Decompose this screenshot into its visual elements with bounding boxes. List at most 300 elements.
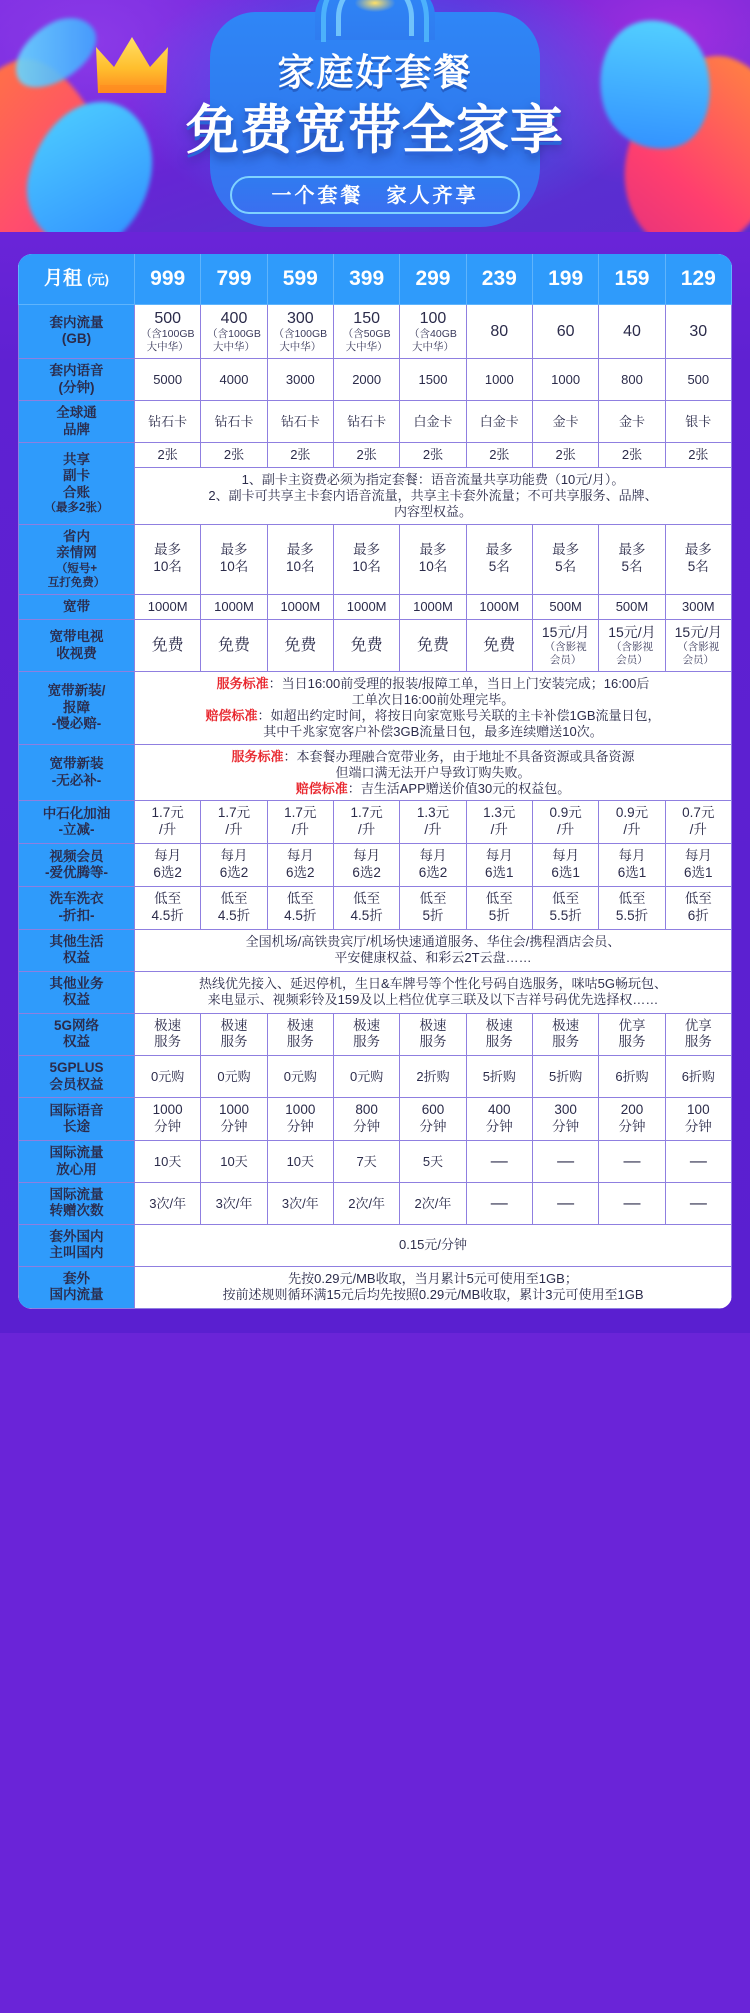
cell-r0-c3 — [333, 304, 399, 359]
hero-banner — [0, 0, 750, 232]
header-price-999: 999 — [135, 254, 201, 304]
cell-r16-c6 — [532, 1098, 598, 1141]
cell-line: 分钟 — [419, 1119, 447, 1135]
cell-r18-c5 — [466, 1182, 532, 1224]
header-price-239: 239 — [466, 254, 532, 304]
cell-r1-c8: 500 — [665, 359, 731, 401]
row-label-17 — [19, 1141, 135, 1183]
cell-r4-c5 — [466, 524, 532, 594]
row-label-2 — [19, 401, 135, 443]
note-line: 来电显示、视频彩铃及159及以上档位优享三联及以下吉祥号码优先选择权…… — [207, 992, 659, 1008]
header-label-text: 月租 (元) — [44, 268, 109, 290]
cell-dash: — — [623, 1193, 641, 1213]
row-label-line: -立减- — [58, 822, 95, 838]
plan-table-body — [19, 254, 732, 1308]
table-row — [19, 401, 732, 443]
cell-value: 免费 — [217, 637, 250, 655]
note-line: 工单次日16:00前处理完毕。 — [351, 692, 515, 708]
cell-r0-c0 — [135, 304, 201, 359]
cell-line: 极速 — [220, 1017, 248, 1033]
cell-r14-c4 — [400, 1013, 466, 1056]
cell-r0-c5 — [466, 304, 532, 359]
cell-value: 15元/月 — [674, 624, 723, 641]
note-line: 平安健康权益、和彩云2T云盘…… — [334, 950, 532, 966]
cell-line: 低至 — [353, 890, 381, 906]
cell-r15-c8: 6折购 — [665, 1056, 731, 1098]
cell-line: 6选2 — [219, 865, 249, 881]
table-row — [19, 1056, 732, 1098]
hero-subtitle: 免费宽带全家享 — [186, 101, 564, 160]
cell-dash: — — [689, 1151, 707, 1171]
cell-r18-c2: 3次/年 — [267, 1182, 333, 1224]
cell-r3-c0: 2张 — [135, 443, 201, 468]
cell-sub: 会员） — [549, 654, 582, 667]
row-label-line: 中石化加油 — [42, 805, 111, 821]
cell-r18-c7 — [599, 1182, 665, 1224]
cell-r4-c4 — [400, 524, 466, 594]
row-label-line: 放心用 — [56, 1161, 97, 1177]
row-label-16 — [19, 1098, 135, 1141]
cell-r17-c5 — [466, 1141, 532, 1183]
cell-r14-c0 — [135, 1013, 201, 1056]
cell-r16-c4 — [400, 1098, 466, 1141]
cell-r4-c0 — [135, 524, 201, 594]
cell-line: 分钟 — [154, 1119, 182, 1135]
cell-line: /升 — [689, 822, 707, 838]
cell-sub: 大中华） — [212, 341, 255, 354]
note-cell-r13 — [135, 971, 732, 1013]
row-label-1 — [19, 359, 135, 401]
row-label-line: 长途 — [63, 1119, 90, 1135]
header-price-159: 159 — [599, 254, 665, 304]
row-label-line: -折扣- — [58, 907, 95, 923]
cell-value: 80 — [490, 322, 509, 340]
cell-value: 30 — [689, 322, 708, 340]
cell-line: 600 — [421, 1102, 445, 1118]
cell-line: 最多 — [419, 542, 447, 558]
note-cell-r7 — [135, 672, 732, 744]
cell-dash: — — [623, 1151, 641, 1171]
cell-line: 最多 — [552, 542, 580, 558]
cell-r15-c7: 6折购 — [599, 1056, 665, 1098]
cell-line: 4.5折 — [217, 907, 251, 923]
cell-line: 6折 — [687, 907, 709, 923]
note-line: 1、副卡主资费必须为指定套餐：语音流量共享功能费（10元/月）。 — [241, 472, 625, 488]
cell-r3-c4: 2张 — [400, 443, 466, 468]
cell-line: 优享 — [684, 1017, 712, 1033]
row-label-6 — [19, 620, 135, 672]
cell-line: 100 — [687, 1102, 710, 1118]
cell-value: 60 — [556, 322, 575, 340]
row-label-line: 权益 — [63, 950, 90, 966]
cell-r4-c7 — [599, 524, 665, 594]
row-label-10 — [19, 844, 135, 887]
cell-line: 1.7元 — [350, 805, 383, 821]
cell-r10-c8 — [665, 844, 731, 887]
cell-line: 每月 — [485, 848, 513, 864]
cell-r4-c3 — [333, 524, 399, 594]
header-price-799: 799 — [201, 254, 267, 304]
cell-line: 每月 — [353, 848, 381, 864]
cell-line: 最多 — [684, 542, 712, 558]
hero-title: 家庭好套餐 — [277, 52, 473, 93]
cell-r5-c1: 1000M — [201, 594, 267, 619]
cell-line: 300 — [554, 1102, 577, 1118]
cell-r4-c6 — [532, 524, 598, 594]
table-row — [19, 844, 732, 887]
cell-sub: （含100GB — [273, 328, 328, 341]
cell-r14-c7 — [599, 1013, 665, 1056]
header-price-599: 599 — [267, 254, 333, 304]
cell-r15-c2: 0元购 — [267, 1056, 333, 1098]
note-emphasis: 服务标准 — [216, 676, 269, 692]
row-label-14 — [19, 1013, 135, 1056]
cell-r18-c8 — [665, 1182, 731, 1224]
row-label-11 — [19, 886, 135, 929]
cell-line: /升 — [291, 822, 309, 838]
cell-value: 400 — [220, 309, 248, 327]
cell-r3-c8: 2张 — [665, 443, 731, 468]
cell-r16-c7 — [599, 1098, 665, 1141]
cell-r0-c4 — [400, 304, 466, 359]
cell-r6-c8 — [665, 620, 731, 672]
row-label-7 — [19, 672, 135, 744]
cell-r17-c3: 7天 — [333, 1141, 399, 1183]
cell-line: 4.5折 — [350, 907, 383, 923]
cell-line: /升 — [225, 822, 243, 838]
row-label-line: 套内语音 — [49, 363, 104, 379]
cell-line: 极速 — [485, 1017, 513, 1033]
cell-value: 免费 — [416, 637, 449, 655]
cell-value: 免费 — [350, 637, 383, 655]
row-label-18 — [19, 1182, 135, 1224]
cell-line: 最多 — [353, 542, 381, 558]
cell-r1-c5: 1000 — [466, 359, 532, 401]
cell-sub: 大中华） — [411, 341, 454, 354]
row-label-line: 套内流量 — [49, 315, 104, 331]
cell-r2-c7: 金卡 — [599, 401, 665, 443]
cell-value: 100 — [419, 309, 447, 327]
note-line: 全国机场/高铁贵宾厅/机场快速通道服务、华住会/携程酒店会员、 — [245, 934, 621, 950]
cell-line: 极速 — [419, 1017, 447, 1033]
decor-glow — [355, 0, 395, 12]
cell-r15-c0: 0元购 — [135, 1056, 201, 1098]
row-label-line: 国内流量 — [49, 1287, 104, 1303]
table-header-row — [19, 254, 732, 304]
row-label-12 — [19, 929, 135, 971]
cell-line: 5名 — [687, 559, 709, 575]
header-label-monthly-fee — [19, 254, 135, 304]
cell-value: 40 — [623, 322, 641, 340]
cell-r11-c0 — [135, 886, 201, 929]
cell-r14-c8 — [665, 1013, 731, 1056]
cell-line: 6选2 — [286, 865, 315, 881]
table-row — [19, 1224, 732, 1266]
cell-r6-c3 — [333, 620, 399, 672]
cell-line: 服务 — [220, 1034, 248, 1050]
cell-r17-c0: 10天 — [135, 1141, 201, 1183]
cell-line: 分钟 — [286, 1119, 314, 1135]
cell-r0-c7 — [599, 304, 665, 359]
cell-r10-c7 — [599, 844, 665, 887]
cell-r9-c5 — [466, 801, 532, 844]
note-emphasis: 服务标准 — [231, 748, 284, 764]
note-cell-r20 — [135, 1266, 732, 1308]
table-row — [19, 1013, 732, 1056]
cell-line: 6选1 — [684, 865, 713, 881]
cell-sub: （含50GB — [342, 328, 391, 341]
cell-line: 6选1 — [617, 865, 647, 881]
cell-sub: 会员） — [682, 654, 715, 667]
cell-line: 低至 — [154, 890, 182, 906]
row-label-note: （短号+ — [55, 562, 98, 575]
cell-sub: 大中华） — [345, 341, 388, 354]
cell-r9-c6 — [532, 801, 598, 844]
row-label-line: 副卡 — [63, 468, 90, 484]
cell-line: 低至 — [618, 890, 646, 906]
cell-r11-c8 — [665, 886, 731, 929]
row-label-line: -慢必赔- — [51, 716, 102, 732]
row-label-line: 国际流量 — [49, 1145, 104, 1161]
cell-line: 分钟 — [220, 1119, 248, 1135]
cell-r5-c5: 1000M — [466, 594, 532, 619]
table-row — [19, 1141, 732, 1183]
cell-line: 800 — [355, 1102, 378, 1118]
cell-value: 免费 — [483, 637, 516, 655]
table-row — [19, 929, 732, 971]
cell-line: 低至 — [286, 890, 314, 906]
cell-r5-c0: 1000M — [135, 594, 201, 619]
cell-sub: （含影视 — [610, 641, 653, 654]
cell-r10-c0 — [135, 844, 201, 887]
cell-r6-c4 — [400, 620, 466, 672]
header-price-199: 199 — [532, 254, 598, 304]
cell-r14-c5 — [466, 1013, 532, 1056]
cell-line: 每月 — [684, 848, 712, 864]
cell-r11-c7 — [599, 886, 665, 929]
cell-line: 每月 — [154, 848, 182, 864]
cell-r9-c1 — [201, 801, 267, 844]
row-label-line: 会员权益 — [49, 1076, 104, 1092]
cell-r6-c6 — [532, 620, 598, 672]
cell-r18-c3: 2次/年 — [333, 1182, 399, 1224]
cell-line: 低至 — [552, 890, 580, 906]
cell-dash: — — [557, 1193, 575, 1213]
note-line: 2、副卡可共享主卡套内语音流量，共享主卡套外流量；不可共享服务、品牌、 — [208, 487, 658, 503]
cell-line: 1.7元 — [284, 805, 317, 821]
cell-r14-c1 — [201, 1013, 267, 1056]
cell-r5-c4: 1000M — [400, 594, 466, 619]
note-emphasis: 赔偿标准 — [205, 708, 258, 724]
cell-r9-c7 — [599, 801, 665, 844]
cell-r5-c2: 1000M — [267, 594, 333, 619]
row-label-4 — [19, 524, 135, 594]
cell-r10-c3 — [333, 844, 399, 887]
cell-line: 最多 — [220, 542, 248, 558]
header-label-unit: (元) — [87, 272, 109, 288]
cell-r5-c7: 500M — [599, 594, 665, 619]
cell-line: 最多 — [618, 542, 646, 558]
plan-comparison-table — [18, 254, 732, 1309]
cell-line: 10名 — [219, 559, 249, 575]
cell-r16-c1 — [201, 1098, 267, 1141]
cell-line: /升 — [424, 822, 442, 838]
row-label-20 — [19, 1266, 135, 1308]
cell-r3-c5: 2张 — [466, 443, 532, 468]
row-label-line: 主叫国内 — [49, 1245, 104, 1261]
table-row — [19, 594, 732, 619]
note-line: 其中千兆家宽客户补偿3GB流量日包，最多连续赠送10次。 — [263, 724, 603, 740]
hero-pill-badge: 一个套餐 家人齐享 — [230, 176, 520, 214]
row-label-line: 宽带新装/ — [47, 683, 106, 699]
cell-r1-c0: 5000 — [135, 359, 201, 401]
cell-line: 5折 — [422, 907, 444, 923]
cell-r4-c2 — [267, 524, 333, 594]
cell-r16-c2 — [267, 1098, 333, 1141]
row-label-line: 洗车洗衣 — [49, 891, 104, 907]
row-label-line: (分钟) — [58, 379, 95, 395]
cell-r10-c2 — [267, 844, 333, 887]
plan-table-container — [0, 232, 750, 1333]
cell-r9-c2 — [267, 801, 333, 844]
cell-line: 分钟 — [552, 1119, 580, 1135]
cell-r2-c6: 金卡 — [532, 401, 598, 443]
cell-r6-c7 — [599, 620, 665, 672]
cell-line: 每月 — [286, 848, 314, 864]
cell-line: /升 — [623, 822, 641, 838]
row-label-line: 亲情网 — [56, 545, 97, 561]
cell-line: 10名 — [418, 559, 448, 575]
cell-r14-c2 — [267, 1013, 333, 1056]
table-row — [19, 1098, 732, 1141]
row-label-line: 其他生活 — [49, 933, 104, 949]
cell-sub: （含影视 — [677, 641, 720, 654]
cell-line: 5.5折 — [549, 907, 582, 923]
cell-line: 每月 — [419, 848, 447, 864]
note-emphasis: 赔偿标准 — [295, 780, 348, 796]
cell-line: 6选1 — [485, 865, 514, 881]
table-row — [19, 744, 732, 801]
cell-line: 服务 — [684, 1034, 712, 1050]
row-label-line: -爱优腾等- — [45, 865, 108, 881]
row-label-9 — [19, 801, 135, 844]
cell-line: 0.9元 — [615, 805, 649, 821]
cell-r5-c3: 1000M — [333, 594, 399, 619]
cell-r1-c4: 1500 — [400, 359, 466, 401]
cell-line: 低至 — [220, 890, 248, 906]
cell-r14-c6 — [532, 1013, 598, 1056]
cell-line: 低至 — [485, 890, 513, 906]
cell-line: 0.9元 — [549, 805, 582, 821]
note-line: 但端口满无法开户导致订购失败。 — [335, 764, 531, 780]
cell-line: 极速 — [154, 1017, 182, 1033]
cell-r1-c2: 3000 — [267, 359, 333, 401]
note-line: 赔偿标准：如超出约定时间，将按日向家宽账号关联的主卡补偿1GB流量日包， — [205, 708, 661, 724]
cell-r11-c1 — [201, 886, 267, 929]
table-row — [19, 886, 732, 929]
cell-sub: （含100GB — [207, 328, 261, 341]
cell-sub: 大中华） — [279, 341, 322, 354]
cell-line: 6选2 — [418, 865, 448, 881]
cell-r2-c3: 钻石卡 — [333, 401, 399, 443]
cell-r2-c8: 银卡 — [665, 401, 731, 443]
cell-value: 免费 — [151, 637, 184, 655]
cell-line: 1.3元 — [483, 805, 516, 821]
cell-line: 优享 — [618, 1017, 646, 1033]
note-line: 服务标准：本套餐办理融合宽带业务，由于地址不具备资源或具备资源 — [231, 748, 635, 764]
cell-r17-c4: 5天 — [400, 1141, 466, 1183]
cell-r18-c1: 3次/年 — [201, 1182, 267, 1224]
cell-r18-c0: 3次/年 — [135, 1182, 201, 1224]
table-row — [19, 1182, 732, 1224]
cell-r9-c8 — [665, 801, 731, 844]
cell-dash: — — [689, 1193, 707, 1213]
cell-r18-c4: 2次/年 — [400, 1182, 466, 1224]
cell-r18-c6 — [532, 1182, 598, 1224]
cell-r1-c6: 1000 — [532, 359, 598, 401]
row-label-line: 5GPLUS — [49, 1060, 104, 1076]
cell-r16-c0 — [135, 1098, 201, 1141]
cell-line: 6选2 — [153, 865, 182, 881]
header-price-399: 399 — [333, 254, 399, 304]
cell-r2-c5: 白金卡 — [466, 401, 532, 443]
cell-line: 0.7元 — [682, 805, 715, 821]
note-cell-r8 — [135, 744, 732, 801]
cell-r3-c1: 2张 — [201, 443, 267, 468]
note-line: 0.15元/分钟 — [399, 1237, 467, 1253]
cell-line: 服务 — [552, 1034, 580, 1050]
cell-r16-c8 — [665, 1098, 731, 1141]
cell-r16-c5 — [466, 1098, 532, 1141]
cell-line: 1000 — [152, 1102, 183, 1118]
cell-r3-c6: 2张 — [532, 443, 598, 468]
cell-r1-c7: 800 — [599, 359, 665, 401]
cell-line: /升 — [358, 822, 376, 838]
cell-r3-c7: 2张 — [599, 443, 665, 468]
cell-line: /升 — [557, 822, 575, 838]
cell-r4-c1 — [201, 524, 267, 594]
table-row — [19, 620, 732, 672]
cell-line: 极速 — [286, 1017, 314, 1033]
row-label-line: (GB) — [61, 331, 92, 347]
cell-r15-c5: 5折购 — [466, 1056, 532, 1098]
row-label-line: 收视费 — [56, 645, 97, 661]
cell-r1-c1: 4000 — [201, 359, 267, 401]
note-line: 服务标准：当日16:00前受理的报装/报障工单，当日上门安装完成；16:00后 — [216, 676, 650, 692]
cell-r3-c3: 2张 — [333, 443, 399, 468]
cell-r2-c0: 钻石卡 — [135, 401, 201, 443]
row-label-line: 套外国内 — [49, 1228, 104, 1244]
cell-line: 1.3元 — [416, 805, 450, 821]
note-line: 内容型权益。 — [393, 503, 472, 519]
cell-line: 服务 — [353, 1034, 381, 1050]
cell-line: 4.5折 — [284, 907, 317, 923]
row-label-line: 国际语音 — [49, 1102, 104, 1118]
row-label-19 — [19, 1224, 135, 1266]
cell-r11-c5 — [466, 886, 532, 929]
row-label-line: 5G网络 — [53, 1018, 99, 1033]
row-label-line: 品牌 — [63, 421, 90, 437]
cell-value: 300 — [286, 309, 314, 327]
cell-r15-c4: 2折购 — [400, 1056, 466, 1098]
cell-line: 每月 — [618, 848, 646, 864]
cell-r14-c3 — [333, 1013, 399, 1056]
cell-r0-c2 — [267, 304, 333, 359]
note-cell-r12 — [135, 929, 732, 971]
cell-r6-c1 — [201, 620, 267, 672]
cell-r2-c4: 白金卡 — [400, 401, 466, 443]
note-line: 赔偿标准：吉生活APP赠送价值30元的权益包。 — [295, 780, 571, 796]
